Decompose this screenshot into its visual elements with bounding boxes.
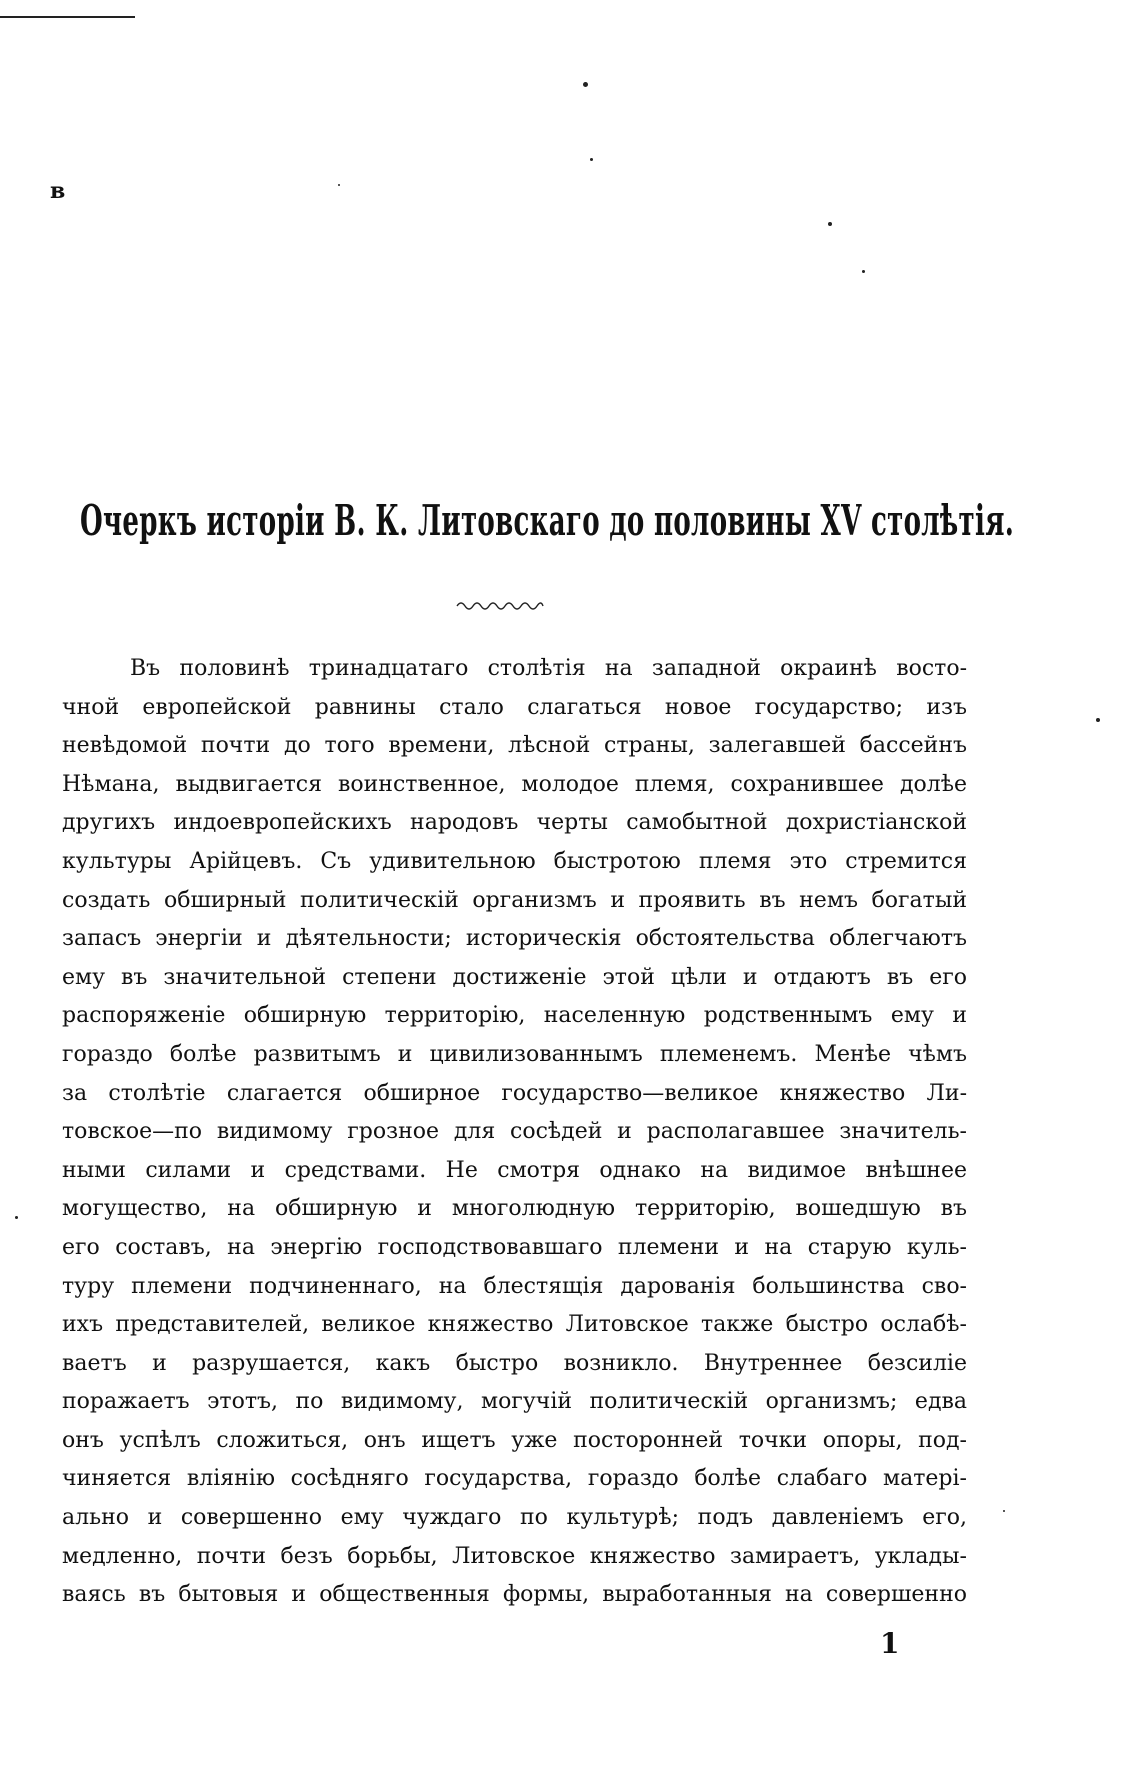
body-paragraph — [62, 650, 967, 1615]
paragraph-line: ваетъ и разрушается, какъ быстро возникло. Внутреннее безсиліе — [62, 1350, 967, 1376]
scan-speck — [583, 82, 588, 87]
scan-speck — [15, 1216, 18, 1219]
paragraph-line: ными силами и средствами. Не смотря однако на видимое внѣшнее — [62, 1157, 967, 1183]
chapter-title: Очеркъ исторіи В. К. Литовскаго до половины XV столѣтія. — [80, 496, 1015, 545]
paragraph-line: невѣдомой почти до того времени, лѣсной страны, залегавшей бассейнъ — [62, 733, 967, 759]
paragraph-line: могущество, на обширную и многолюдную территорію, вошедшую въ — [62, 1196, 967, 1222]
paragraph-line: другихъ индоевропейскихъ народовъ черты самобытной дохристіанской — [62, 810, 967, 836]
paragraph-line: товское—по видимому грозное для сосѣдей и располагавшее значитель- — [62, 1119, 967, 1145]
top-rule — [0, 16, 135, 18]
margin-mark: в — [50, 178, 66, 204]
paragraph-line: поражаетъ этотъ, по видимому, могучій политическій организмъ; едва — [62, 1389, 967, 1415]
paragraph-line: онъ успѣлъ сложиться, онъ ищетъ уже посторонней точки опоры, под- — [62, 1427, 967, 1453]
scan-speck — [862, 270, 865, 273]
scan-speck — [1003, 1510, 1005, 1512]
paragraph-line: медленно, почти безъ борьбы, Литовское княжество замираетъ, уклады- — [62, 1543, 967, 1569]
paragraph-line: чной европейской равнины стало слагаться новое государство; изъ — [62, 694, 967, 720]
page-number: 1 — [880, 1627, 900, 1660]
paragraph-line: ваясь въ бытовыя и общественныя формы, выработанныя на совершенно — [62, 1582, 967, 1608]
paragraph-line: его составъ, на энергію господствовавшаго племени и на старую куль- — [62, 1234, 967, 1260]
scan-speck — [590, 158, 593, 161]
paragraph-line: ему въ значительной степени достиженіе этой цѣли и отдаютъ въ его — [62, 964, 967, 990]
paragraph-line: чиняется вліянію сосѣдняго государства, гораздо болѣе слабаго матері- — [62, 1466, 967, 1492]
paragraph-line: Въ половинѣ тринадцатаго столѣтія на западной окраинѣ восто- — [130, 656, 967, 681]
paragraph-line: туру племени подчиненнаго, на блестящія дарованія большинства сво- — [62, 1273, 967, 1299]
paragraph-line: ихъ представителей, великое княжество Литовское также быстро ослабѣ- — [62, 1312, 967, 1338]
paragraph-line: гораздо болѣе развитымъ и цивилизованнымъ племенемъ. Менѣе чѣмъ — [62, 1041, 967, 1067]
scan-speck — [828, 222, 832, 226]
paragraph-line: за столѣтіе слагается обширное государство—великое княжество Ли- — [62, 1080, 967, 1106]
paragraph-line: распоряженіе обширную территорію, населенную родственнымъ ему и — [62, 1003, 967, 1029]
paragraph-line: культуры Арійцевъ. Съ удивительною быстротою племя это стремится — [62, 848, 967, 874]
title-ornament — [455, 598, 545, 610]
scan-speck — [1096, 718, 1100, 722]
paragraph-line: Нѣмана, выдвигается воинственное, молодое племя, сохранившее долѣе — [62, 771, 967, 797]
paragraph-line: создать обширный политическій организмъ и проявить въ немъ богатый — [62, 887, 967, 913]
paragraph-line: ально и совершенно ему чуждаго по культурѣ; подъ давленіемъ его, — [62, 1505, 967, 1531]
scan-speck — [338, 184, 340, 186]
paragraph-line: запасъ энергіи и дѣятельности; историческія обстоятельства облегчаютъ — [62, 926, 967, 952]
